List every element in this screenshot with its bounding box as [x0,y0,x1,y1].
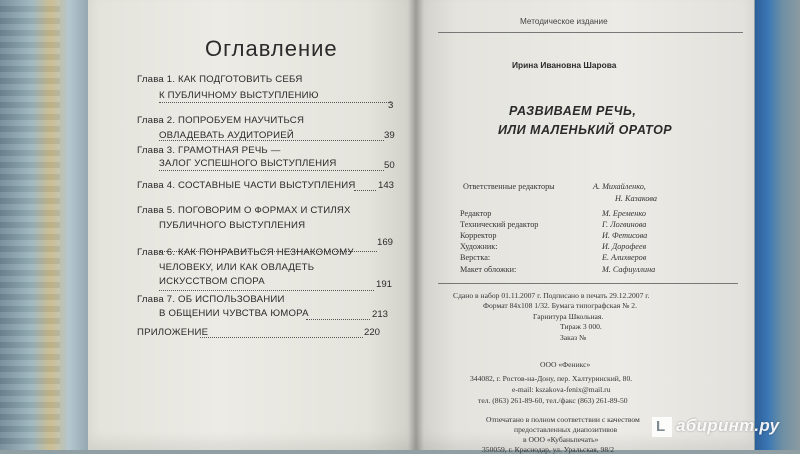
toc-leader [200,337,363,338]
book-cover-edge [755,0,800,450]
toc-entry-5-page: 169 [377,237,394,248]
toc-entry-4-line1: Глава 4. СОСТАВНЫЕ ЧАСТИ ВЫСТУПЛЕНИЯ [137,180,356,191]
toc-entry-6-line3: ИСКУССТВОМ СПОРА [159,276,265,287]
toc-entry-5-line2: ПУБЛИЧНОГО ВЫСТУПЛЕНИЯ [159,220,306,231]
edition-type: Методическое издание [520,17,608,26]
credit-name: И. Фетисова [602,231,648,240]
toc-entry-2-page: 39 [384,130,395,141]
printer-line2: предоставленных диапозитивов [514,425,618,434]
print-info-dates: Сдано в набор 01.11.2007 г. Подписано в печать 29.12.2007 г. [453,291,650,300]
toc-entry-2-line2: ОВЛАДЕВАТЬ АУДИТОРИЕЙ [159,130,294,141]
toc-leader [159,170,384,171]
toc-entry-appendix-page: 220 [364,327,381,338]
toc-entry-7-line2: В ОБЩЕНИИ ЧУВСТВА ЮМОРА [159,308,309,319]
toc-entry-2-line1: Глава 2. ПОПРОБУЕМ НАУЧИТЬСЯ [137,115,305,126]
toc-entry-4-page: 143 [378,180,395,191]
toc-entry-6-line2: ЧЕЛОВЕКУ, ИЛИ КАК ОВЛАДЕТЬ [159,262,315,273]
credit-name: Г. Логвинова [602,220,647,229]
printer-line3: в ООО «Кубаньпечать» [523,435,599,444]
credit-name: Н. Казакова [615,194,658,203]
toc-entry-3-line1: Глава 3. ГРАМОТНАЯ РЕЧЬ — [137,145,281,156]
toc-entry-1-page: 3 [388,100,394,111]
credit-name: М. Еременко [602,209,646,218]
print-info-typeface: Гарнитура Школьная. [533,312,604,321]
toc-entry-6-line1: Глава 6. КАК ПОНРАВИТЬСЯ НЕЗНАКОМОМУ [137,247,354,258]
credit-role: Макет обложки: [460,265,517,274]
book-title-line2: ИЛИ МАЛЕНЬКИЙ ОРАТОР [498,123,673,137]
credit-name: М. Сафиуллина [602,265,656,274]
toc-leader [354,190,376,191]
toc-entry-1-line1: Глава 1. КАК ПОДГОТОВИТЬ СЕБЯ [137,74,303,85]
author-name: Ирина Ивановна Шарова [512,60,617,70]
toc-leader [159,290,374,291]
printer-line4: 350059, г. Краснодар, ул. Уральская, 98/2 [482,445,615,454]
publisher-address: 344082, г. Ростов-на-Дону, пер. Халтуринский, 80. [470,374,633,383]
watermark-text: абиринт.ру [676,416,780,435]
credit-role: Технический редактор [460,220,539,229]
toc-entry-7-line1: Глава 7. ОБ ИСПОЛЬЗОВАНИИ [137,294,285,305]
toc-leader [159,140,384,141]
toc-leader [159,102,391,103]
divider [438,32,743,33]
credit-role: Редактор [460,209,492,218]
credit-role: Ответственные редакторы [463,182,555,191]
printer-line1: Отпечатано в полном соответствии с качеством [486,415,640,424]
book-title-line1: РАЗВИВАЕМ РЕЧЬ, [509,104,637,118]
credit-role: Художник: [460,242,498,251]
credit-role: Верстка: [460,253,491,262]
print-info-run: Тираж 3 000. [560,322,602,331]
credit-name: А. Михайленко, [593,182,646,191]
background-left [0,0,92,450]
toc-entry-6-page: 191 [376,279,393,290]
toc-entry-appendix: ПРИЛОЖЕНИЕ [137,327,209,338]
book-spine [408,0,424,450]
toc-leader [306,319,370,320]
credit-name: Е. Алихверов [602,253,647,262]
publisher-phone: тел. (863) 261-89-60, тел./факс (863) 261-89-50 [478,396,628,405]
divider [438,283,738,284]
watermark-logo-letter: L [656,418,666,435]
toc-entry-3-page: 50 [384,160,395,171]
print-info-format: Формат 84х108 1/32. Бумага типографская № 2. [483,301,637,310]
toc-entry-7-page: 213 [372,309,389,320]
toc-entry-3-line2: ЗАЛОГ УСПЕШНОГО ВЫСТУПЛЕНИЯ [159,158,337,169]
contents-title: Оглавление [205,36,338,61]
publisher-name: ООО «Феникс» [540,360,591,369]
toc-entry-5-line1: Глава 5. ПОГОВОРИМ О ФОРМАХ И СТИЛЯХ [137,205,351,216]
toc-entry-1-line2: К ПУБЛИЧНОМУ ВЫСТУПЛЕНИЮ [159,90,319,101]
publisher-email: e-mail: kszakova-fenix@mail.ru [512,385,611,394]
print-info-order: Заказ № [560,333,587,342]
credit-role: Корректор [460,231,497,240]
credit-name: И. Дорофеев [602,242,647,251]
